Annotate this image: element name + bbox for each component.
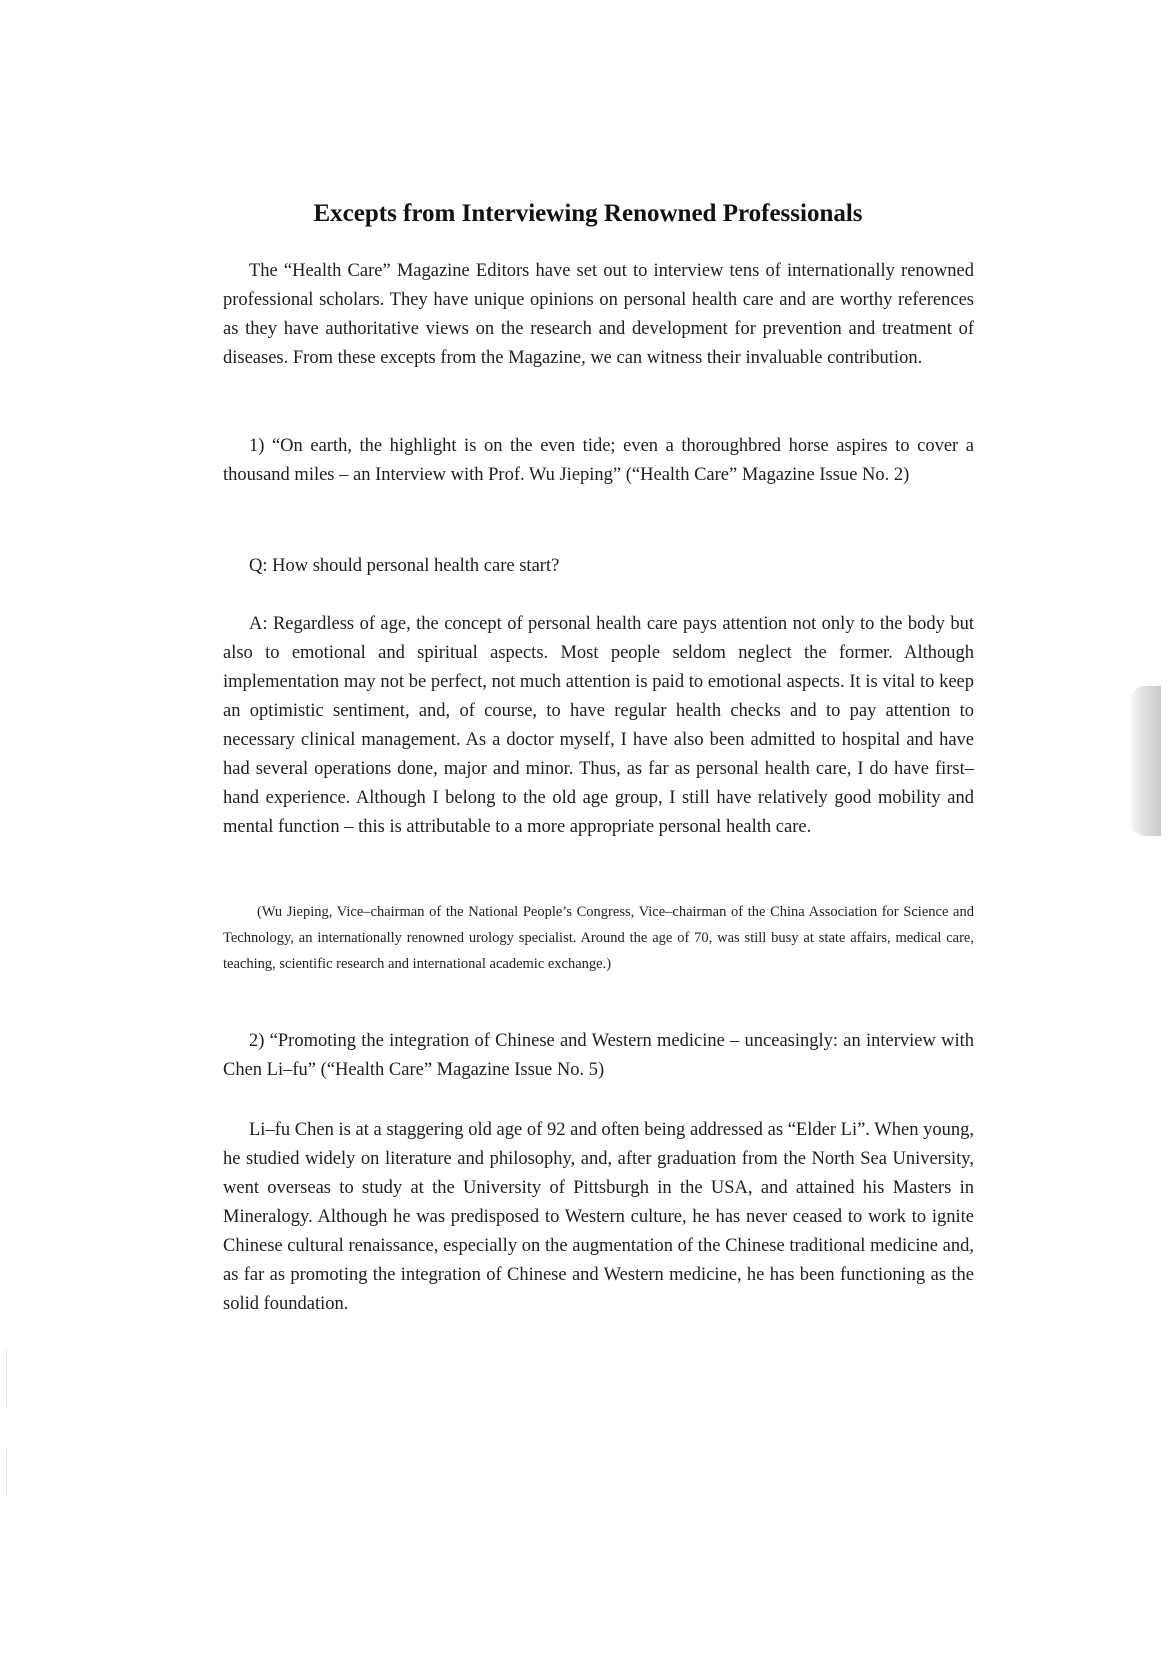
answer-paragraph: A: Regardless of age, the concept of personal health care pays attention not only to the body but also to emotional and spiritual aspects. Most people seldom neglect the former. Although implementation may not be perfect, not much attention is paid to emotional aspects. It is vital to keep an optimistic sentiment, and, of course, to have regular health checks and to pay attention to necessary clinical management. As a doctor myself, I have also been admitted to hospital and have had several operations done, major and minor. Thus, as far as personal health care, I do have first–hand experience. Although I belong to the old age group, I still have relatively good mobility and mental function – this is attributable to a more appropriate personal health care.: [223, 614, 974, 837]
page-edge-tab: [1131, 686, 1161, 836]
chen-lifu-paragraph: Li–fu Chen is at a staggering old age of 92 and often being addressed as “Elder Li”. When young, he studied widely on literature and philosophy, and, after graduation from the North Sea University, went overseas to study at the University of Pittsburgh in the USA, and attained his Masters in Mineralogy. Although he was predisposed to Western culture, he has never ceased to work to ignite Chinese cultural renaissance, especially on the augmentation of the Chinese traditional medicine and, as far as promoting the integration of Chinese and Western medicine, he has been functioning as the solid foundation.: [223, 1120, 974, 1314]
interview-heading-1: 1) “On earth, the highlight is on the even tide; even a thoroughbred horse aspires to cover a thousand miles – an Interview with Prof. Wu Jieping” (“Health Care” Magazine Issue No. 2): [223, 436, 974, 485]
biography-note-1: (Wu Jieping, Vice–chairman of the National People’s Congress, Vice–chairman of the China Association for Science and Technology, an internationally renowned urology specialist. Around the age of 70, was still busy at state affairs, medical care, teaching, scientific research and international academic exchange.): [223, 904, 974, 972]
margin-dots: [6, 1350, 9, 1405]
question-paragraph: Q: How should personal health care start?: [249, 556, 560, 576]
margin-dots: [6, 1450, 9, 1495]
interview-heading-2: 2) “Promoting the integration of Chinese and Western medicine – unceasingly: an interview with Chen Li–fu” (“Health Care” Magazine Issue No. 5): [223, 1031, 974, 1080]
intro-paragraph: The “Health Care” Magazine Editors have set out to interview tens of internationally renowned professional scholars. They have unique opinions on personal health care and are worthy references as they have authoritative views on the research and development for prevention and treatment of diseases. From these excepts from the Magazine, we can witness their invaluable contribution.: [223, 261, 974, 368]
page-title: Excepts from Interviewing Renowned Professionals: [313, 200, 863, 227]
